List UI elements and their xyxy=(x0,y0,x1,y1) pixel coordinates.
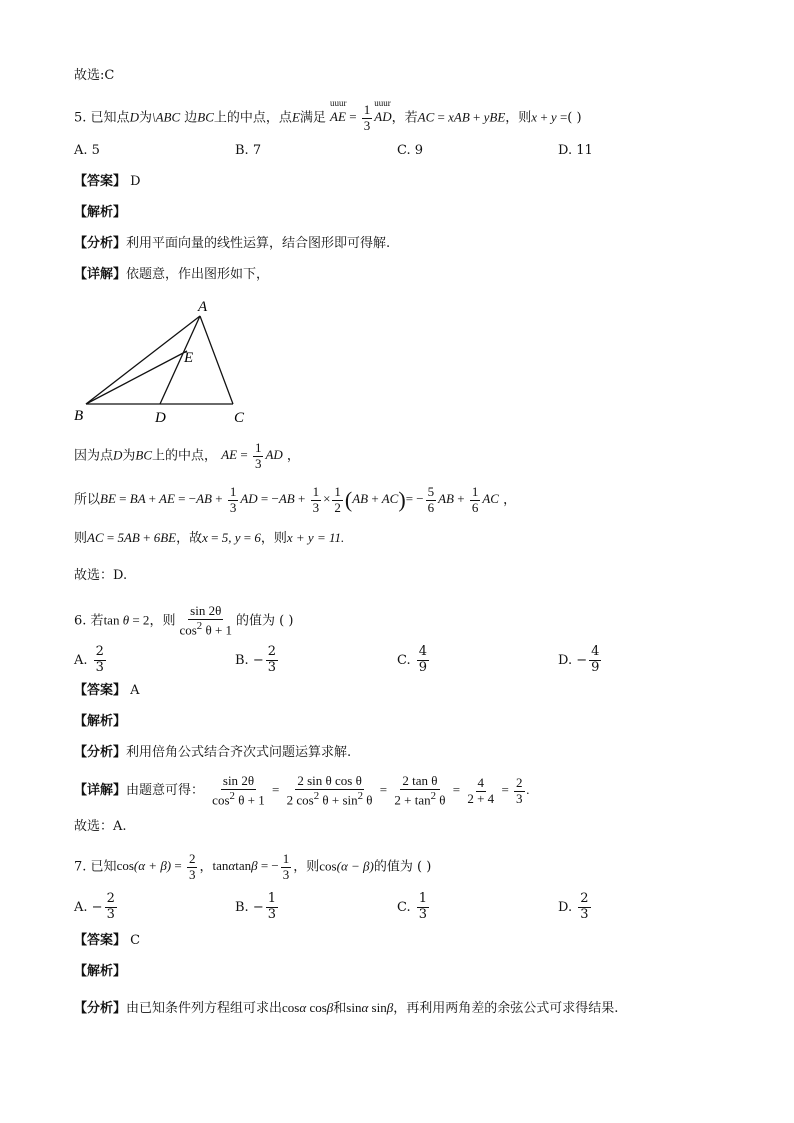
q5-then: 则AC = 5AB + 6BE，故x = 5, y = 6，则x + y = 11. xyxy=(74,530,345,546)
q5-answer: 【答案】 D xyxy=(74,174,141,189)
q5-triangle-figure xyxy=(70,296,260,426)
q5-stem: 5. 已知点D为\ABC 边BC上的中点，点E满足 AE uuur = $\frac{1}{3}$ AD uuur ，若AC = xAB + yBE，则x + y =( ) xyxy=(74,98,582,133)
q6-detail: 【详解】由题意可得： $\frac{\sin 2\theta}{\cos^2 \theta + 1}$ = $\frac{\text{2 sin θ cos θ}}{2 \cos^2 \theta + \sin^2 \theta}$ = $\frac{\text{2 tan θ}}{2 + \tan^2 \theta}$ = $\frac{4}{2 + 4}$ = $\frac{2}{3}$ . xyxy=(74,773,530,808)
q6-answer: 【答案】 A xyxy=(74,683,140,698)
q7-option-a: A. − $\frac{2}{3}$ xyxy=(74,891,115,922)
q5-choose: 故选：D. xyxy=(74,568,128,583)
q5-option-a: A. 5 xyxy=(74,143,100,158)
q7-analysis: 【分析】由已知条件列方程组可求出cosα cosβ和sinα sinβ，再利用两角差的余弦公式可求得结果. xyxy=(74,1000,619,1016)
vec-ae-eq: AE uuur = $\frac{1}{3}$ AD uuur xyxy=(330,98,392,133)
label-A: A xyxy=(198,299,208,315)
q7-option-d: D. $\frac{2}{3}$ xyxy=(558,891,589,922)
label-C: C xyxy=(234,410,245,426)
q5-because: 因为点D为BC上的中点， AE = $\frac{1}{3}$ AD ， xyxy=(74,440,300,471)
q5-jiexi: 【解析】 xyxy=(74,205,127,220)
q7-answer: 【答案】 C xyxy=(74,933,141,948)
q6-option-a: A. $\frac{2}{3}$ xyxy=(74,644,104,675)
q7-stem: 7. 已知cos(α + β) = $\frac{2}{3}$ ，tanαtanβ = − $\frac{1}{3}$ ，则cos(α − β)的值为 ( ) xyxy=(74,851,432,882)
q7-option-c: C. $\frac{1}{3}$ xyxy=(397,891,428,922)
q5-option-d: D. 11 xyxy=(558,143,593,158)
q5-analysis: 【分析】利用平面向量的线性运算，结合图形即可得解. xyxy=(74,236,391,251)
label-D: D xyxy=(155,410,166,426)
q6-jiexi: 【解析】 xyxy=(74,714,127,729)
q5-detail: 【详解】依题意，作出图形如下， xyxy=(74,267,270,282)
q5-option-c: C. 9 xyxy=(397,143,424,158)
q7-jiexi: 【解析】 xyxy=(74,964,127,979)
q6-analysis: 【分析】利用倍角公式结合齐次式问题运算求解. xyxy=(74,745,352,760)
label-B: B xyxy=(74,408,84,424)
q6-option-c: C. $\frac{4}{9}$ xyxy=(397,644,428,675)
q4-choose: 故选:C xyxy=(74,68,115,83)
q6-option-d: D. − $\frac{4}{9}$ xyxy=(558,644,600,675)
q5-option-b: B. 7 xyxy=(235,143,262,158)
q7-option-b: B. − $\frac{1}{3}$ xyxy=(235,891,277,922)
q5-so: 所以BE = BA + AE = −AB + $\frac{1}{3}$ AD = −AB + $\frac{1}{3}$ × $\frac{1}{2}$ (AB + AC)= − $\frac{5}{6}$ AB + $\frac{1}{6}$ AC ， xyxy=(74,484,517,515)
q6-stem: 6. 若tan θ = 2，则 $\frac{\sin 2\theta}{\cos^2 \theta + 1}$ 的值为 ( ) xyxy=(74,603,294,638)
q6-option-b: B. − $\frac{2}{3}$ xyxy=(235,644,277,675)
label-E: E xyxy=(184,350,194,366)
q6-choose: 故选：A. xyxy=(74,819,127,834)
